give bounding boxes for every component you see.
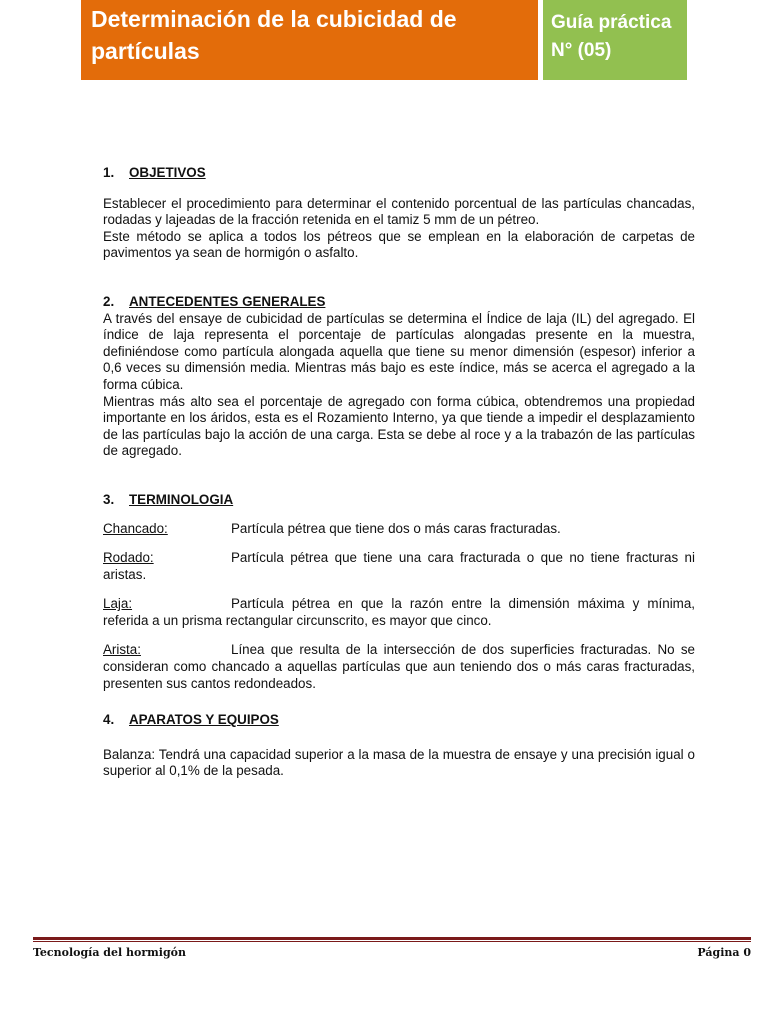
- document-body: [103, 165, 695, 812]
- section-number: 3.: [103, 491, 115, 507]
- term-name: Rodado:: [103, 550, 154, 566]
- paragraph: Mientras más alto sea el porcentaje de agregado con forma cúbica, obtendremos una propiedad importante en los áridos, esta es el Rozamiento Interno, ya que tiende a impedir el desplazamiento de las partículas bajo la acción de una carga. Esta se debe al roce y a la trabazón de las partículas de agregado.: [103, 393, 695, 459]
- paragraph: A través del ensaye de cubicidad de partículas se determina el Índice de laja (IL) del agregado. El índice de laja representa el porcentaje de partículas alongadas presente en la muestra, definiéndose como partícula alongada aquella que tiene su menor dimensión (espesor) inferior a 0,6 veces su dimensión media. Mientras más bajo es este índice, más se acerca el agregado a la forma cúbica.: [103, 310, 695, 392]
- term-definition: [103, 642, 695, 692]
- section-number: 2.: [103, 293, 115, 309]
- paragraph: Establecer el procedimiento para determinar el contenido porcentual de las partículas chancadas, rodadas y lajeadas de la fracción retenida en el tamiz 5 mm de un pétreo.: [103, 195, 695, 228]
- term-definition: [103, 521, 695, 538]
- section-heading: [103, 165, 695, 182]
- term-name: Laja:: [103, 596, 133, 612]
- section-aparatos: [103, 712, 695, 780]
- section-heading: [103, 294, 695, 311]
- term-text: Partícula pétrea en que la razón entre la dimensión máxima y mínima, referida a un prisma rectangular circunscrito, es mayor que cinco.: [103, 596, 695, 628]
- section-number: 4.: [103, 712, 115, 728]
- guide-number: N° (05): [551, 40, 612, 61]
- footer-page-number: Página 0: [697, 946, 751, 959]
- document-title-line2: partículas: [91, 38, 200, 64]
- section-title: ANTECEDENTES GENERALES: [129, 293, 326, 309]
- section-antecedentes: [103, 294, 695, 460]
- term-name: Arista:: [103, 642, 141, 658]
- footer-course-name: Tecnología del hormigón: [33, 946, 186, 959]
- term-text: Línea que resulta de la intersección de dos superficies fracturadas. No se consideran como chancado a aquellas partículas que aun teniendo dos o más caras fracturadas, presenten sus cantos redondeados.: [103, 642, 695, 691]
- document-title-line1: Determinación de la cubicidad de: [91, 6, 457, 32]
- term-text: Partícula pétrea que tiene dos o más caras fracturadas.: [231, 520, 561, 536]
- section-terminologia: [103, 492, 695, 692]
- paragraph: Balanza: Tendrá una capacidad superior a la masa de la muestra de ensaye y una precisión igual o superior al 0,1% de la pesada.: [103, 746, 695, 779]
- term-text: Partícula pétrea que tiene una cara fracturada o que no tiene fracturas ni aristas.: [103, 550, 695, 582]
- section-title: APARATOS Y EQUIPOS: [129, 712, 279, 728]
- section-number: 1.: [103, 165, 115, 180]
- term-definition: [103, 596, 695, 629]
- section-title: OBJETIVOS: [129, 165, 206, 180]
- section-objetivos: [103, 165, 695, 262]
- paragraph: Este método se aplica a todos los pétreos que se emplean en la elaboración de carpetas de pavimentos ya sean de hormigón o asfalto.: [103, 228, 695, 261]
- footer-rule: [33, 937, 751, 940]
- term-name: Chancado:: [103, 520, 168, 536]
- guide-label: Guía práctica: [551, 12, 672, 33]
- footer-rule-thin: [33, 941, 751, 942]
- document-title-banner: [81, 0, 538, 80]
- section-heading: [103, 492, 695, 509]
- guide-number-banner: [543, 0, 687, 80]
- section-title: TERMINOLOGIA: [129, 491, 234, 507]
- term-definition: [103, 550, 695, 583]
- section-heading: [103, 712, 695, 729]
